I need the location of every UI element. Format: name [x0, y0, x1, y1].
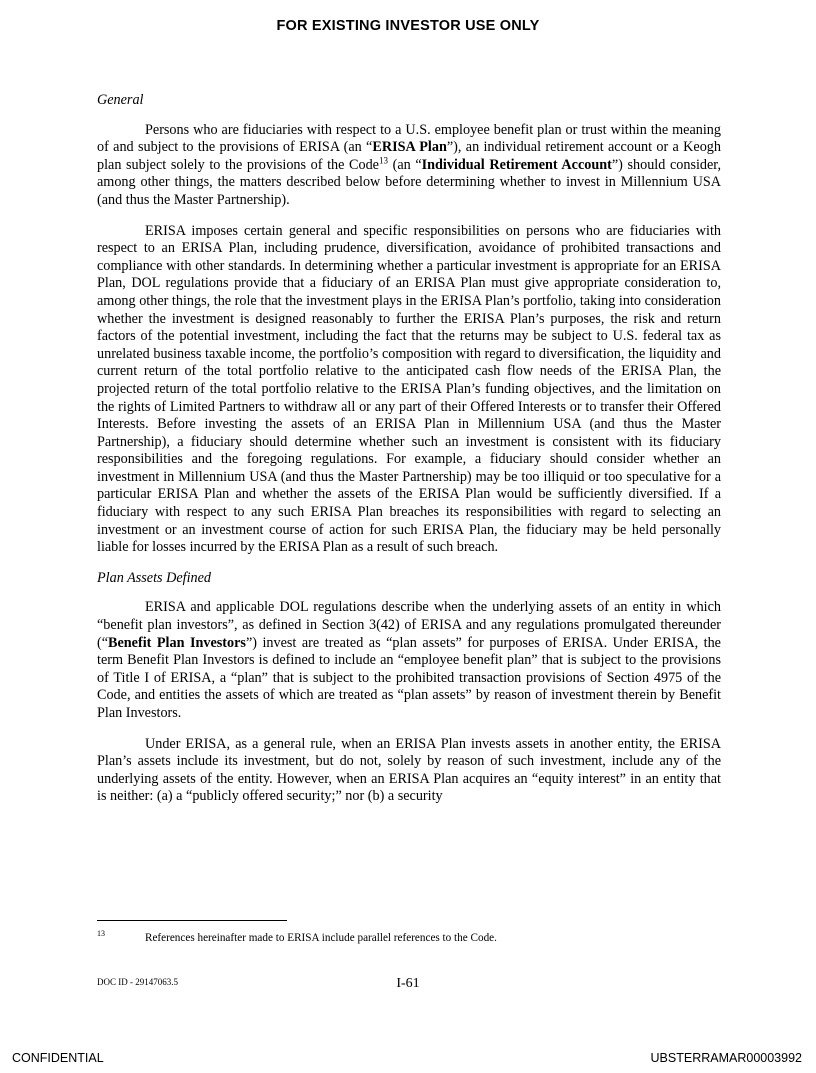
page-number: I-61	[396, 976, 420, 991]
footnote-reference: 13	[378, 155, 388, 166]
section-heading-plan-assets: Plan Assets Defined	[97, 569, 212, 586]
confidential-label: CONFIDENTIAL	[12, 1051, 104, 1065]
footnote-separator	[97, 920, 287, 921]
doc-id: DOC ID - 29147063.5	[97, 977, 178, 987]
text-span: (an “	[387, 156, 422, 173]
document-body	[97, 92, 721, 819]
bates-number: UBSTERRAMAR00003992	[650, 1051, 802, 1065]
text-span: ”) invest are treated as “plan assets” for purposes of ERISA. Under ERISA, the term Benefit Plan Investors is defined to include an “employee benefit plan” that is subject to the provisions of Title I of ERISA, a “plan” that is subject to the prohibited transaction provisions of Section 4975 of the Code, and entities the assets of which are treated as “plan assets” by reason of investment therein by Benefit Plan Investors.	[97, 634, 721, 721]
footnote: 13 References hereinafter made to ERISA include parallel references to the Code.	[97, 929, 497, 944]
text-span: ”), an individual retirement account or a Keogh plan subject solely to the provisions of the Code	[97, 139, 721, 173]
paragraph-general-1	[97, 122, 721, 210]
defined-term-ira: Individual Retirement Account	[421, 156, 612, 173]
paragraph-general-2: ERISA imposes certain general and specific responsibilities on persons who are fiduciaries with respect to an ERISA Plan, including prudence, diversification, avoidance of prohibited transactions and compliance with other standards. In determining whether a particular investment is appropriate for an ERISA Plan, DOL regulations provide that a fiduciary of an ERISA Plan must give appropriate consideration to, among other things, the role that the investment plays in the ERISA Plan’s portfolio, taking into consideration whether the investment is designed reasonably to further the ERISA Plan’s purposes, the risk and return factors of the potential investment, including the fact that the returns may be subject to U.S. federal tax as unrelated business taxable income, the portfolio’s composition with regard to diversification, the liquidity and current return of the total portfolio relative to the anticipated cash flow needs of the ERISA Plan, the projected return of the total portfolio relative to the ERISA Plan’s funding objectives, and the limitation on the rights of Limited Partners to withdraw all or any part of their Offered Interests or to transfer their Offered Interests. Before investing the assets of an ERISA Plan in Millennium USA (and thus the Master Partnership), a fiduciary should determine whether such an investment is consistent with its fiduciary responsibilities and the foregoing regulations. For example, a fiduciary should consider whether an investment in Millennium USA (and thus the Master Partnership) may be too illiquid or too speculative for a particular ERISA Plan and whether the assets of the ERISA Plan would be sufficiently diversified. If a fiduciary with respect to any such ERISA Plan breaches its responsibilities with regard to selecting an investment or an investment course of action for such ERISA Plan, the fiduciary may be held personally liable for losses incurred by the ERISA Plan as a result of such breach.	[97, 222, 721, 556]
text-span: ERISA and applicable DOL regulations describe when the underlying assets of an entity in which “benefit plan investors”, as defined in Section 3(42) of ERISA and any regulations promulgated thereunder (“	[97, 599, 721, 651]
defined-term-benefit-plan-investors: Benefit Plan Investors	[108, 634, 246, 651]
text-span: ”) should consider, among other things, the matters described below before determining whether to invest in Millennium USA (and thus the Master Partnership).	[97, 156, 721, 208]
paragraph-plan-assets-2: Under ERISA, as a general rule, when an ERISA Plan invests assets in another entity, the ERISA Plan’s assets include its investment, but do not, solely by reason of such investment, include any of the underlying assets of the entity. However, when an ERISA Plan acquires an “equity interest” in an entity that is neither: (a) a “publicly offered security;” nor (b) a security	[97, 735, 721, 805]
section-heading-general: General	[97, 92, 144, 108]
defined-term-erisa-plan: ERISA Plan	[372, 139, 447, 156]
paragraph-plan-assets-1	[97, 599, 721, 722]
footnote-text: References hereinafter made to ERISA include parallel references to the Code.	[145, 932, 497, 944]
text-span: Persons who are fiduciaries with respect to a U.S. employee benefit plan or trust within the meaning of and subject to the provisions of ERISA (an “	[97, 121, 721, 156]
confidentiality-banner: FOR EXISTING INVESTOR USE ONLY	[276, 18, 540, 34]
